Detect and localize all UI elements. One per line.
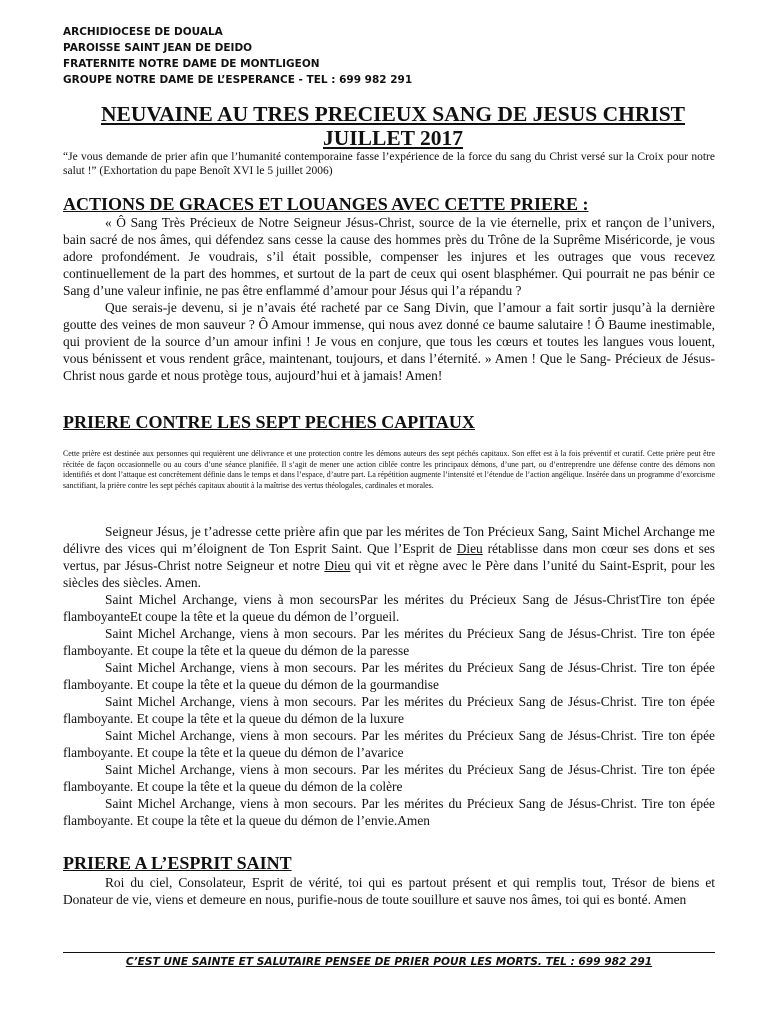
seven-sins-introduction xyxy=(63,449,715,491)
invocation-lust: Saint Michel Archange, viens à mon secours. Par les mérites du Précieux Sang de Jésus-Christ. Tire ton épée flamboyante. Et coupe la tête et la queue du démon de la luxure xyxy=(63,694,715,726)
header-line-group: GROUPE NOTRE DAME DE L’ESPERANCE - TEL : 699 982 291 xyxy=(63,74,413,86)
opening-text-part-1: Seigneur Jésus, je t’adresse cette prière afin que par les mérites de Ton Précieux Sang, Saint Michel Archange me délivre des vices qui m’éloignent de Ton Esprit Saint. Que l’Esprit de xyxy=(63,524,715,556)
thanksgiving-paragraph-1: « Ô Sang Très Précieux de Notre Seigneur Jésus-Christ, source de la vie éternelle, prix et rançon de l’univers, bain sacré de nos âmes, qui défendez sans cesse la cause des hommes près du Trône de la Suprême Miséricorde, je vous adore profondément. Je voudrais, s’il était possible, compenser les injures et les outrages que vous recevez continuellement de la part des hommes, et surtout de la part de ceux qui osent blasphémer. Qui pourrait ne pas bénir ce Sang d’une valeur infinie, ne pas être enflammé d’amour pour Jésus qui l’a répandu ? xyxy=(63,215,715,298)
footer-divider xyxy=(63,952,715,953)
opening-text-part-3: qui vit et règne avec le Père dans l’unité du Saint-Esprit, pour les siècles des siècles. Amen. xyxy=(63,558,716,590)
dieu-link-2[interactable]: Dieu xyxy=(324,558,351,573)
invocation-wrath: Saint Michel Archange, viens à mon secours. Par les mérites du Précieux Sang de Jésus-Christ. Tire ton épée flamboyante. Et coupe la tête et la queue du démon de la colère xyxy=(63,762,715,794)
document-title xyxy=(63,102,723,150)
seven-sins-prayer xyxy=(63,523,715,829)
header-line-fraternity: FRATERNITE NOTRE DAME DE MONTLIGEON xyxy=(63,58,320,70)
title-line-2: JUILLET 2017 xyxy=(323,126,463,150)
seven-sins-opening-paragraph xyxy=(63,523,715,591)
seven-sins-intro-text: Cette prière est destinée aux personnes qui requièrent une délivrance et une protection contre les démons auteurs des sept péchés capitaux. Son effet est à la fois préventif et curatif. Cette prière peut être récitée de façon occasionnelle ou au cours d’une séance planifiée. Il s’agit de mener une action ciblée contre les principaux démons, d’une part, ou d’entreprendre une défense contre des démons non identifiés et dont l’attaque est concrètement définie dans le temps et dans l’espace, d’autre part. La répétition augmente l’intensité et l’étendue de l’action angélique. Insérée dans un programme d’exorcisme sanctifiant, la prière contre les sept péchés capitaux aboutit à la maîtrise des vertus théologales, cardinales et morales. xyxy=(63,449,715,490)
header-line-parish: PAROISSE SAINT JEAN DE DEIDO xyxy=(63,42,253,54)
title-line-1: NEUVAINE AU TRES PRECIEUX SANG DE JESUS CHRIST xyxy=(100,102,686,126)
invocation-pride: Saint Michel Archange, viens à mon secoursPar les mérites du Précieux Sang de Jésus-ChristTire ton épée flamboyanteEt coupe la tête et la queue du démon de l’orgueil. xyxy=(63,592,715,624)
section-heading-holy-spirit: PRIERE A L’ESPRIT SAINT xyxy=(63,853,292,873)
section-heading-thanksgiving: ACTIONS DE GRACES ET LOUANGES AVEC CETTE PRIERE : xyxy=(63,194,589,214)
pope-quote: “Je vous demande de prier afin que l’humanité contemporaine fasse l’expérience de la force du sang du Christ versé sur la Croix pour notre salut !” (Exhortation du pape Benoît XVI le 5 juillet 2006) xyxy=(63,151,715,177)
invocation-sloth: Saint Michel Archange, viens à mon secours. Par les mérites du Précieux Sang de Jésus-Christ. Tire ton épée flamboyante. Et coupe la tête et la queue du démon de la paresse xyxy=(63,626,715,658)
invocation-greed: Saint Michel Archange, viens à mon secours. Par les mérites du Précieux Sang de Jésus-Christ. Tire ton épée flamboyante. Et coupe la tête et la queue du démon de l’avarice xyxy=(63,728,715,760)
invocation-envy: Saint Michel Archange, viens à mon secours. Par les mérites du Précieux Sang de Jésus-Christ. Tire ton épée flamboyante. Et coupe la tête et la queue du démon de l’envie.Amen xyxy=(63,796,715,828)
section-heading-seven-sins: PRIERE CONTRE LES SEPT PECHES CAPITAUX xyxy=(63,412,475,432)
organization-header xyxy=(63,24,723,88)
holy-spirit-prayer xyxy=(63,874,715,908)
footer-text: C’EST UNE SAINTE ET SALUTAIRE PENSEE DE PRIER POUR LES MORTS. TEL : 699 982 291 xyxy=(125,956,653,968)
header-line-archdiocese: ARCHIDIOCESE DE DOUALA xyxy=(63,26,223,38)
thanksgiving-paragraph-2: Que serais-je devenu, si je n’avais été racheté par ce Sang Divin, que l’amour a fait sortir jusqu’à la dernière goutte des veines de mon sauveur ? Ô Amour immense, qui nous avez donné ce baume salutaire ! Ô Baume inestimable, qui provient de la source d’un amour infini ! Je vous en conjure, que tous les cœurs et toutes les langues vous louent, vous bénissent et vous rendent grâce, maintenant, toujours, et dans l’éternité. » Amen ! Que le Sang- Précieux de Jésus- Christ nous garde et nous protège tous, aujourd’hui et à jamais! Amen! xyxy=(63,300,715,383)
dieu-link-1[interactable]: Dieu xyxy=(456,541,483,556)
invocation-gluttony: Saint Michel Archange, viens à mon secours. Par les mérites du Précieux Sang de Jésus-Christ. Tire ton épée flamboyante. Et coupe la tête et la queue du démon de la gourmandise xyxy=(63,660,715,692)
thanksgiving-prayer xyxy=(63,214,715,384)
holy-spirit-paragraph: Roi du ciel, Consolateur, Esprit de vérité, toi qui es partout présent et qui remplis tout, Trésor de biens et Donateur de vie, viens et demeure en nous, purifie-nous de toute souillure et sauve nos âmes, toi qui es bonté. Amen xyxy=(63,875,715,907)
opening-text-part-2: rétablisse dans mon cœur ses dons et ses vertus, par Jésus-Christ notre Seigneur et notre xyxy=(63,541,715,573)
